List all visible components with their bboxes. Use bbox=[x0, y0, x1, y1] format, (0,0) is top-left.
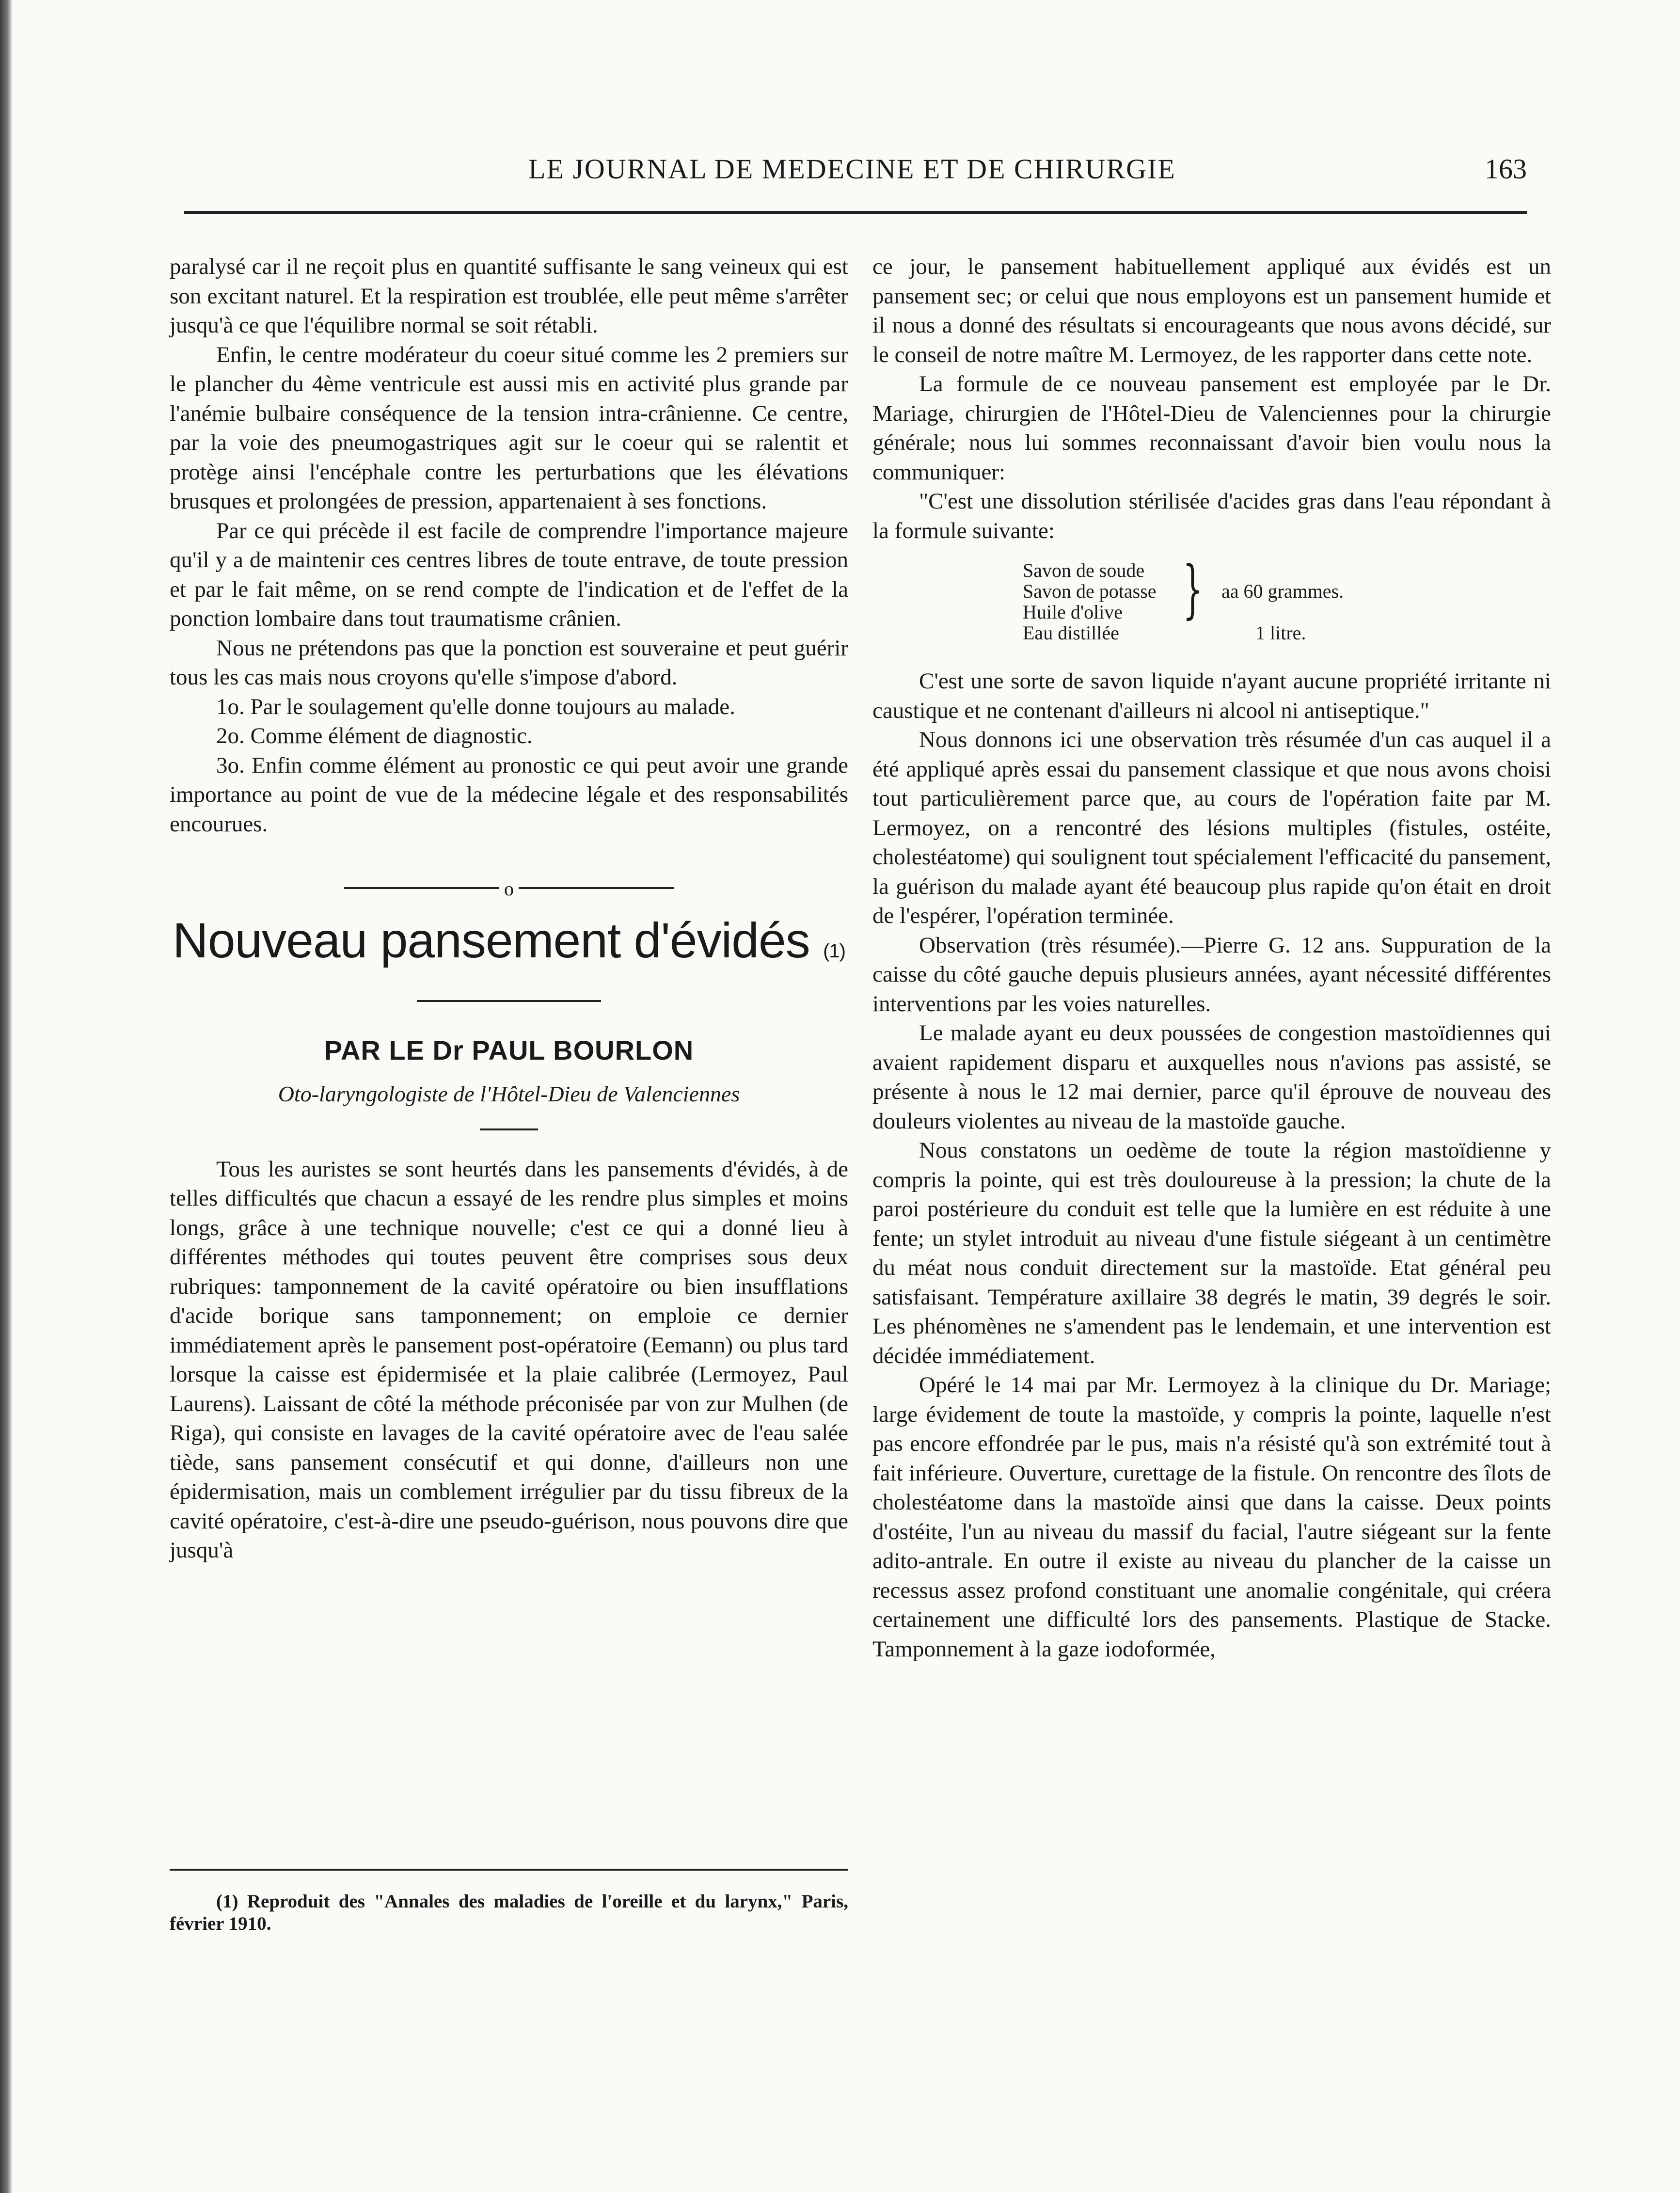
article-title bbox=[170, 913, 848, 968]
paragraph: "C'est une dissolution stérilisée d'acides gras dans l'eau répondant à la formule suivante: bbox=[872, 489, 1551, 543]
formula-quantity-water: 1 litre. bbox=[1255, 622, 1306, 644]
header-rule bbox=[184, 211, 1527, 214]
list-item: 1o. Par le soulagement qu'elle donne toujours au malade. bbox=[216, 694, 735, 719]
ingredient: Savon de potasse bbox=[1023, 580, 1157, 602]
binding-edge bbox=[0, 0, 13, 2193]
ingredient: Huile d'olive bbox=[1023, 601, 1123, 623]
paragraph: paralysé car il ne reçoit plus en quantité suffisante le sang veineux qui est son excitant naturel. Et la respiration est troublée, elle peut même s'arrêter jusqu'à ce que l'équilibre normal se soit rétabli. bbox=[170, 254, 848, 338]
page-number: 163 bbox=[1485, 153, 1527, 185]
list-item: 2o. Comme élément de diagnostic. bbox=[216, 723, 533, 748]
formula-ingredients bbox=[1023, 560, 1157, 643]
paragraph: Nous ne prétendons pas que la ponction est souveraine et peut guérir tous les cas mais nous croyons qu'elle s'impose d'abord. bbox=[170, 635, 848, 690]
paragraph: Enfin, le centre modérateur du coeur situé comme les 2 premiers sur le plancher du 4ème ventricule est aussi mis en activité plus grande par l'anémie bulbaire conséquence de la tension intra-crânienne. Ce centre, par la voie des pneumogastriques agit sur le coeur qui se ralentit et protège ainsi l'encéphale contre les perturbations que les élévations brusques et prolongées de pression, appartenaient à ses fonctions. bbox=[170, 342, 848, 514]
running-head bbox=[170, 153, 1527, 191]
right-column bbox=[872, 252, 1551, 1664]
paragraph: Par ce qui précède il est facile de comprendre l'importance majeure qu'il y a de maintenir ces centres libres de toute entrave, de toute pression et par le fait même, on se rend compte de l'indication et de l'effet de la ponction lombaire dans tout traumatisme crânien. bbox=[170, 518, 848, 631]
paragraph: Opéré le 14 mai par Mr. Lermoyez à la clinique du Dr. Mariage; large évidement de toute la mastoïde, y compris la pointe, laquelle n'est pas encore effondrée par le pus, mais n'a résisté qu'à son extrémité tout à fait inférieure. Ouverture, curettage de la fistule. On rencontre des îlots de cholestéatome dans la mastoïde ainsi que dans la caisse. Deux points d'ostéite, l'un au niveau du massif du facial, l'autre siégeant sur la fente adito-antrale. En outre il existe au niveau du plancher de la caisse un recessus assez profond constituant une anomalie congénitale, qui créera certainement une difficulté lors des pansements. Plastique de Stacke. Tamponnement à la gaze iodoformée, bbox=[872, 1372, 1551, 1662]
footnote-marker: (1) bbox=[823, 940, 845, 962]
footnote-rule bbox=[170, 1869, 848, 1871]
section-separator bbox=[170, 873, 848, 902]
paragraph: Nous donnons ici une observation très résumée d'un cas auquel il a été appliqué après essai du pansement classique et que nous avons choisi tout particulièrement parce que, au cours de l'opération faite par M. Lermoyez, on a rencontré des lésions multiples (fistules, ostéite, cholestéatome) qui soulignent tout spécialement l'efficacité du pansement, la guérison du malade ayant été beaucoup plus rapide qu'on était en droit de l'espérer, l'opération terminée. bbox=[872, 727, 1551, 928]
brace-icon: } bbox=[1183, 552, 1203, 626]
paragraph: Le malade ayant eu deux poussées de congestion mastoïdiennes qui avaient rapidement disparu et auxquelles nous n'avions pas assisté, se présente à nous le 12 mai dernier, parce qu'il éprouve de nouveau des douleurs violentes au niveau de la mastoïde gauche. bbox=[872, 1020, 1551, 1134]
paragraph: Nous constatons un oedème de toute la région mastoïdienne y compris la pointe, qui est très douloureuse à la pression; la chute de la paroi postérieure du conduit est telle que la lumière en est réduite à une fente; un stylet introduit au niveau d'une fistule siégeant à un centimètre du méat nous conduit directement sur la mastoïde. Etat général peu satisfaisant. Température axillaire 38 degrés le matin, 39 degrés le soir. Les phénomènes ne s'amendent pas le lendemain, et une intervention est décidée immédiatement. bbox=[872, 1138, 1551, 1368]
separator-ornament: o bbox=[499, 874, 519, 904]
ingredient: Savon de soude bbox=[1023, 559, 1145, 581]
footnote: (1) Reproduit des "Annales des maladies de l'oreille et du larynx," Paris, février 1910. bbox=[170, 1891, 848, 1934]
formula-quantity-soaps: aa 60 grammes. bbox=[1221, 580, 1344, 602]
paragraph: Tous les auristes se sont heurtés dans les pansements d'évidés, à de telles difficultés que chacun a essayé de les rendre plus simples et moins longs, grâce à une technique nouvelle; c'est ce qui a donné lieu à différentes méthodes qui toutes peuvent être comprises sous deux rubriques: tamponnement de la cavité opératoire ou bien insufflations d'acide borique sans tamponnement; on emploie ce dernier immédiatement après le pansement post-opératoire (Eemann) ou plus tard lorsque la caisse est épidermisée et la plaie calibrée (Lermoyez, Paul Laurens). Laissant de côté la méthode préconisée par von zur Mulhen (de Riga), qui consiste en lavages de la cavité opératoire avec de l'eau salée tiède, sans pansement consécutif et qui donne, d'ailleurs non une épidermisation, mais un comblement irrégulier par du tissu fibreux de la cavité opératoire, c'est-à-dire une pseudo-guérison, nous pouvons dire que jusqu'à bbox=[170, 1156, 848, 1563]
left-column bbox=[170, 252, 848, 1565]
affiliation: Oto-laryngologiste de l'Hôtel-Dieu de Valenciennes bbox=[278, 1081, 740, 1106]
ingredient: Eau distillée bbox=[1023, 622, 1119, 644]
title-rule bbox=[417, 1000, 601, 1002]
journal-title: LE JOURNAL DE MEDECINE ET DE CHIRURGIE bbox=[528, 153, 1176, 185]
paragraph: Observation (très résumée).—Pierre G. 12 ans. Suppuration de la caisse du côté gauche depuis plusieurs années, ayant nécessité différentes interventions par les voies naturelles. bbox=[872, 932, 1551, 1017]
article-title-text: Nouveau pansement d'évidés bbox=[173, 913, 810, 968]
byline: PAR LE Dr PAUL BOURLON bbox=[324, 1034, 694, 1065]
list-item: 3o. Enfin comme élément au pronostic ce qui peut avoir une grande importance au point de vue de la médecine légale et des responsabilités encourues. bbox=[170, 752, 848, 837]
paragraph: La formule de ce nouveau pansement est employée par le Dr. Mariage, chirurgien de l'Hôtel-Dieu de Valenciennes pour la chirurgie générale; nous lui sommes reconnaissant d'avoir bien voulu nous la communiquer: bbox=[872, 371, 1551, 485]
paragraph: C'est une sorte de savon liquide n'ayant aucune propriété irritante ni caustique et ne contenant d'ailleurs ni alcool ni antiseptique." bbox=[872, 668, 1551, 723]
formula bbox=[872, 552, 1551, 647]
paragraph: ce jour, le pansement habituellement appliqué aux évidés est un pansement sec; or celui que nous employons est un pansement humide et il nous a donné des résultats si encourageants que nous avons décidé, sur le conseil de notre maître M. Lermoyez, de les rapporter dans cette note. bbox=[872, 254, 1551, 367]
